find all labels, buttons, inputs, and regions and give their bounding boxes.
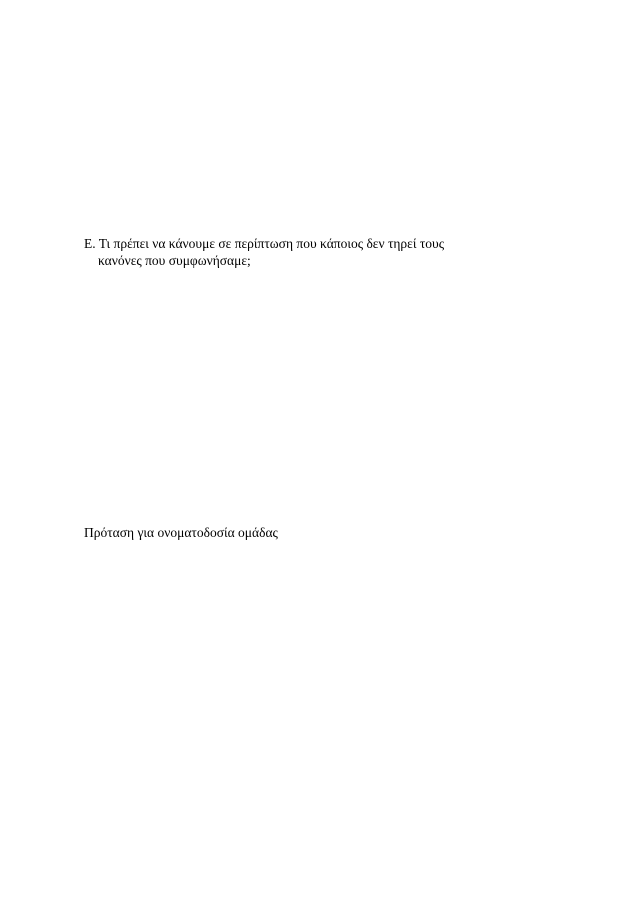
- question-e: [84, 235, 544, 269]
- question-e-line-2: κανόνες που συμφωνήσαμε;: [98, 253, 251, 268]
- team-naming-heading: Πρόταση για ονοματοδοσία ομάδας: [84, 525, 278, 540]
- question-e-line-1: Ε. Τι πρέπει να κάνουμε σε περίπτωση που κάποιος δεν τηρεί τους: [84, 236, 445, 251]
